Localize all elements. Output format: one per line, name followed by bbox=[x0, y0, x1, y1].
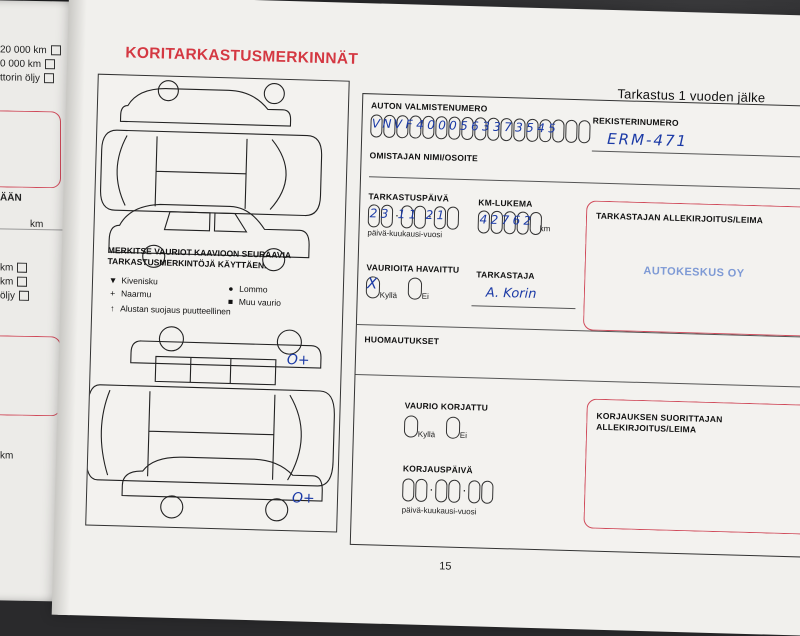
handwritten-digit: 3 bbox=[492, 119, 501, 134]
no-label: Ei bbox=[421, 291, 429, 301]
handwritten-digit: F bbox=[405, 117, 413, 132]
repair-signature-label: KORJAUKSEN SUORITTAJAN bbox=[596, 410, 723, 425]
handwritten-digit: V bbox=[393, 116, 403, 132]
handwritten-digit: 5 bbox=[525, 120, 534, 135]
date-label: TARKASTUSPÄIVÄ bbox=[368, 191, 450, 204]
left-page-row: ÄÄN bbox=[0, 192, 22, 204]
handwritten-digit: 4 bbox=[479, 212, 488, 227]
handwritten-digit: 2 bbox=[425, 207, 434, 223]
handwritten-digit: 7 bbox=[501, 213, 510, 228]
owner-line bbox=[369, 176, 800, 190]
handwritten-digit: 3 bbox=[380, 206, 389, 221]
repaired-yes-radio[interactable] bbox=[404, 415, 419, 437]
repair-date-field[interactable] bbox=[402, 478, 495, 504]
left-page-row: km bbox=[0, 262, 27, 273]
digit-cell[interactable] bbox=[448, 480, 461, 503]
left-page-row: 20 000 km bbox=[0, 44, 61, 56]
digit-cell[interactable] bbox=[447, 206, 460, 229]
handwritten-digit: 1 bbox=[397, 207, 406, 222]
handwritten-digit: 0 bbox=[426, 117, 436, 133]
damage-diagram-panel bbox=[85, 74, 350, 533]
inspector-stamp: AUTOKESKUS OY bbox=[643, 264, 745, 280]
handwritten-digit: 6 bbox=[512, 213, 521, 228]
legend-item: ■ Muu vaurio bbox=[227, 296, 282, 308]
handwritten-digit: 2 bbox=[490, 212, 499, 227]
legend-item: ▼ Kivenisku bbox=[108, 275, 158, 287]
handwritten-digit: 1 bbox=[436, 208, 445, 223]
km-unit: km bbox=[539, 224, 551, 234]
inspector-label: TARKASTAJA bbox=[476, 269, 535, 281]
damage-no-radio[interactable] bbox=[408, 277, 423, 299]
km-label: KM-LUKEMA bbox=[478, 197, 533, 209]
left-page-red-box bbox=[0, 110, 61, 188]
handwritten-digit: 5 bbox=[459, 118, 469, 134]
repair-date-hint: päivä-kuukausi-vuosi bbox=[401, 505, 477, 517]
vin-label: AUTON VALMISTENUMERO bbox=[370, 100, 488, 114]
left-page-row: öljy bbox=[0, 290, 29, 302]
notes-label: HUOMAUTUKSET bbox=[364, 334, 440, 347]
legend-item: ↑ Alustan suojaus puutteellinen bbox=[110, 303, 231, 317]
damage-found-label: VAURIOITA HAVAITTU bbox=[366, 262, 460, 275]
legend-title: TARKASTUSMERKINTÖJÄ KÄYTTÄEN. bbox=[107, 256, 267, 271]
damage-yes-mark: X bbox=[366, 274, 378, 293]
inspection-form bbox=[350, 93, 800, 558]
legend-item: ● Lommo bbox=[228, 283, 268, 295]
handwritten-digit: 2 bbox=[523, 213, 532, 228]
handwritten-digit: 7 bbox=[503, 120, 512, 135]
digit-separator bbox=[461, 480, 468, 501]
repaired-yes-label: Kyllä bbox=[417, 429, 436, 440]
handwritten-digit: 0 bbox=[437, 118, 447, 133]
booklet-page bbox=[58, 0, 800, 636]
handwritten-digit: 2 bbox=[369, 206, 378, 221]
handwritten-digit: 4 bbox=[415, 117, 425, 132]
handwritten-digit: 4 bbox=[536, 120, 545, 136]
diagram-mark: O+ bbox=[291, 490, 315, 507]
handwritten-digit: 5 bbox=[547, 121, 556, 136]
digit-cell[interactable] bbox=[435, 479, 448, 502]
repaired-label: VAURIO KORJATTU bbox=[404, 400, 489, 413]
digit-cell[interactable] bbox=[415, 479, 428, 502]
section-heading: Tarkastus 1 vuoden jälke bbox=[617, 86, 766, 106]
handwritten-digit: 0 bbox=[448, 118, 458, 133]
diagram-mark: O+ bbox=[286, 352, 310, 369]
left-page-row: ttorin öljy bbox=[0, 72, 54, 84]
repair-signature-label: ALLEKIRJOITUS/LEIMA bbox=[596, 421, 697, 435]
handwritten-digit: 3 bbox=[514, 120, 523, 135]
repaired-no-radio[interactable] bbox=[446, 417, 461, 439]
registration-line bbox=[592, 150, 800, 158]
owner-label[interactable]: OMISTAJAN NIMI/OSOITE bbox=[369, 150, 479, 164]
page-number: 15 bbox=[439, 560, 452, 573]
handwritten-digit: 3 bbox=[481, 119, 490, 134]
left-page-red-box bbox=[0, 335, 61, 416]
registration-label: REKISTERINUMERO bbox=[592, 115, 679, 128]
digit-cell[interactable] bbox=[402, 478, 415, 501]
handwritten-digit: N bbox=[382, 116, 392, 131]
odometer-value bbox=[478, 212, 533, 228]
date-hint: päivä-kuukausi-vuosi bbox=[367, 228, 443, 240]
registration-value: ERM-471 bbox=[606, 129, 689, 151]
inspection-date-value bbox=[368, 206, 446, 222]
left-page-unit: km bbox=[30, 218, 44, 231]
digit-cell[interactable] bbox=[468, 480, 481, 503]
repair-date-label: KORJAUSPÄIVÄ bbox=[402, 463, 473, 476]
digit-cell[interactable] bbox=[578, 120, 591, 143]
inspector-signature-label: TARKASTAJAN ALLEKIRJOITUS/LEIMA bbox=[595, 210, 764, 226]
digit-separator bbox=[428, 479, 435, 500]
handwritten-digit: 6 bbox=[470, 119, 479, 134]
inspector-value: A. Korin bbox=[485, 285, 537, 302]
handwritten-digit: 1 bbox=[408, 207, 417, 222]
digit-cell[interactable] bbox=[481, 481, 494, 504]
left-page-row: km bbox=[0, 450, 14, 462]
left-page-row: 0 000 km bbox=[0, 58, 55, 70]
legend-title: MERKITSE VAURIOT KAAVIOON SEURAAVIA bbox=[107, 245, 292, 261]
legend-item: + Naarmu bbox=[110, 288, 152, 300]
page-title: KORITARKASTUSMERKINNÄT bbox=[125, 44, 359, 68]
repaired-no-label: Ei bbox=[459, 430, 468, 441]
notes-line[interactable] bbox=[355, 374, 800, 388]
inspector-line bbox=[471, 305, 575, 309]
left-page-row: km bbox=[0, 276, 27, 287]
digit-cell[interactable] bbox=[565, 120, 578, 143]
handwritten-digit: V bbox=[371, 116, 381, 131]
yes-label: Kyllä bbox=[379, 290, 398, 301]
